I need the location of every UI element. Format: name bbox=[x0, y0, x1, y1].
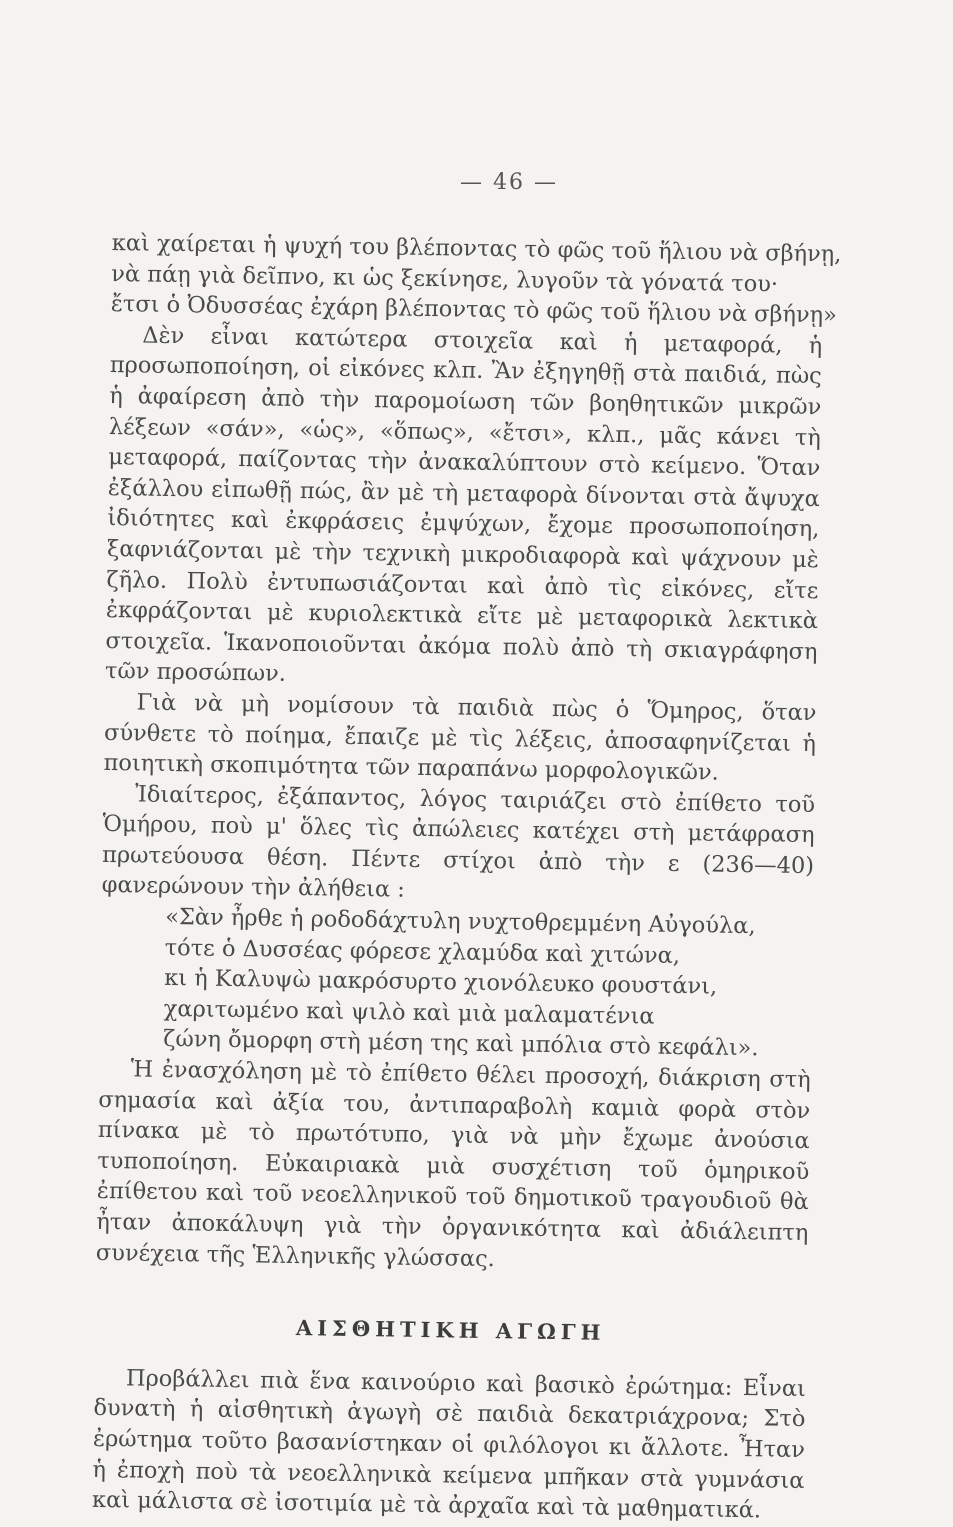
paragraph: Ἡ ἐνασχόληση μὲ τὸ ἐπίθετο θέλει προσοχή, διάκριση στὴ σημασία καὶ ἀξία του, ἀντιπαραβολὴ καμιὰ φορὰ στὸν πίνακα μὲ τὸ πρωτότυπο, γιὰ νὰ μὴν ἔχωμε ἀνούσια τυποποίηση. Εὐκαιριακὰ μιὰ συσχέτιση τοῦ ὁμηρικοῦ ἐπίθετου καὶ τοῦ νεοελληνικοῦ τοῦ δημοτικοῦ τραγουδιοῦ θὰ ἦταν ἀποκάλυψη γιὰ τὴν ὀργανικότητα καὶ ἀδιάλειπτη συνέχεια τῆς Ἑλληνικῆς γλώσσας. bbox=[95, 1056, 811, 1272]
page-number: — 46 — bbox=[460, 170, 558, 195]
quote-line: «Σὰν ἦρθε ἡ ροδοδάχτυλη νυχτοθρεμμένη Αὐγούλα, bbox=[164, 903, 756, 940]
paragraph: Προβάλλει πιὰ ἕνα καινούριο καὶ βασικὸ ἐρώτημα: Εἶναι δυνατὴ ἡ αἰσθητικὴ ἀγωγὴ σὲ παιδιὰ δεκατριάχρονα; Στὸ ἐρώτημα τοῦτο βασανίστηκαν οἱ φιλόλογοι κι ἄλλοτε. Ἦταν ἡ ἐποχὴ ποὺ τὰ νεοελληνικὰ κείμενα μπῆκαν στὰ γυμνάσια καὶ μάλιστα σὲ ἰσοτιμία μὲ τὰ ἀρχαῖα καὶ τὰ μαθηματικά. bbox=[91, 1365, 807, 1524]
quote-line: χαριτωμένο καὶ ψιλὸ καὶ μιὰ μαλαματένια bbox=[163, 995, 655, 1030]
quote-line: ζώνη ὄμορφη στὴ μέση της καὶ μπόλια στὸ κεφάλι». bbox=[163, 1026, 759, 1062]
body-text bbox=[91, 228, 842, 1527]
verse-line: καὶ χαίρεται ἡ ψυχή του βλέποντας τὸ φῶς τοῦ ἥλιου νὰ σβήνῃ, bbox=[111, 229, 842, 268]
verse-top bbox=[110, 228, 842, 331]
verse-line: νὰ πάῃ γιὰ δεῖπνο, κι ὡς ξεκίνησε, λυγοῦν τὰ γόνατά του· bbox=[111, 260, 779, 298]
section-heading: ΑΙΣΘΗΤΙΚΗ ΑΓΩΓΗ bbox=[295, 1315, 606, 1346]
paragraph: Γιὰ νὰ μὴ νομίσουν τὰ παιδιὰ πὼς ὁ Ὅμηρος, ὅταν σύνθετε τὸ ποίημα, ἔπαιζε μὲ τὶς λέξεις, ἀποσαφηνίζεται ἡ ποιητικὴ σκοπιμότητα τῶν παραπάνω μορφολογικῶν. bbox=[103, 689, 817, 786]
paragraph: Δὲν εἶναι κατώτερα στοιχεῖα καὶ ἡ μεταφορά, ἡ προσωποποίηση, οἱ εἰκόνες κλπ. Ἂν ἐξηγηθῇ στὰ παιδιά, πὼς ἡ ἀφαίρεση ἀπὸ τὴν παρομοίωση τῶν βοηθητικῶν μικρῶν λέξεων «σάν», «ὡς», «ὅπως», «ἔτσι», κλπ., μᾶς κάνει τὴ μεταφορά, παίζοντας τὴν ἀνακαλύπτουν στὸ κείμενο. Ὅταν ἐξάλλου εἰπωθῇ πώς, ἂν μὲ τὴ μεταφορὰ δίνονται στὰ ἄψυχα ἰδιότητες καὶ ἐκφράσεις ἐμψύχων, ἔχομε προσωποποίηση, ξαφνιάζονται μὲ τὴν τεχνικὴ μικροδιαφορὰ καὶ ψάχνουν μὲ ζῆλο. Πολὺ ἐντυπωσιάζονται καὶ ἀπὸ τὶς εἰκόνες, εἴτε ἐκφράζονται μὲ κυριολεκτικὰ εἴτε μὲ μεταφορικὰ λεκτικὰ στοιχεῖα. Ἱκανοποιοῦνται ἀκόμα πολὺ ἀπὸ τὴ σκιαγράφηση τῶν προσώπων. bbox=[104, 322, 823, 688]
quote-line: τότε ὁ Δυσσέας φόρεσε χλαμύδα καὶ χιτώνα, bbox=[164, 934, 681, 969]
paragraph: Ἰδιαίτερος, ἐξάπαντος, λόγος ταιριάζει στὸ ἐπίθετο τοῦ Ὁμήρου, ποὺ μ' ὅλες τὶς ἀπώλειες κατέχει στὴ μετάφραση πρωτεύουσα θέση. Πέντε στίχοι ἀπὸ τὴν ε (236—40) φανερώνουν τὴν ἀλήθεια : bbox=[101, 781, 816, 904]
quote-line: κι ἡ Καλυψὼ μακρόσυρτο χιονόλευκο φουστάνι, bbox=[164, 965, 718, 1000]
block-quote bbox=[99, 901, 813, 1065]
verse-line: ἔτσι ὁ Ὀδυσσέας ἐχάρη βλέποντας τὸ φῶς τοῦ ἥλιου νὰ σβήνῃ» bbox=[110, 291, 838, 329]
